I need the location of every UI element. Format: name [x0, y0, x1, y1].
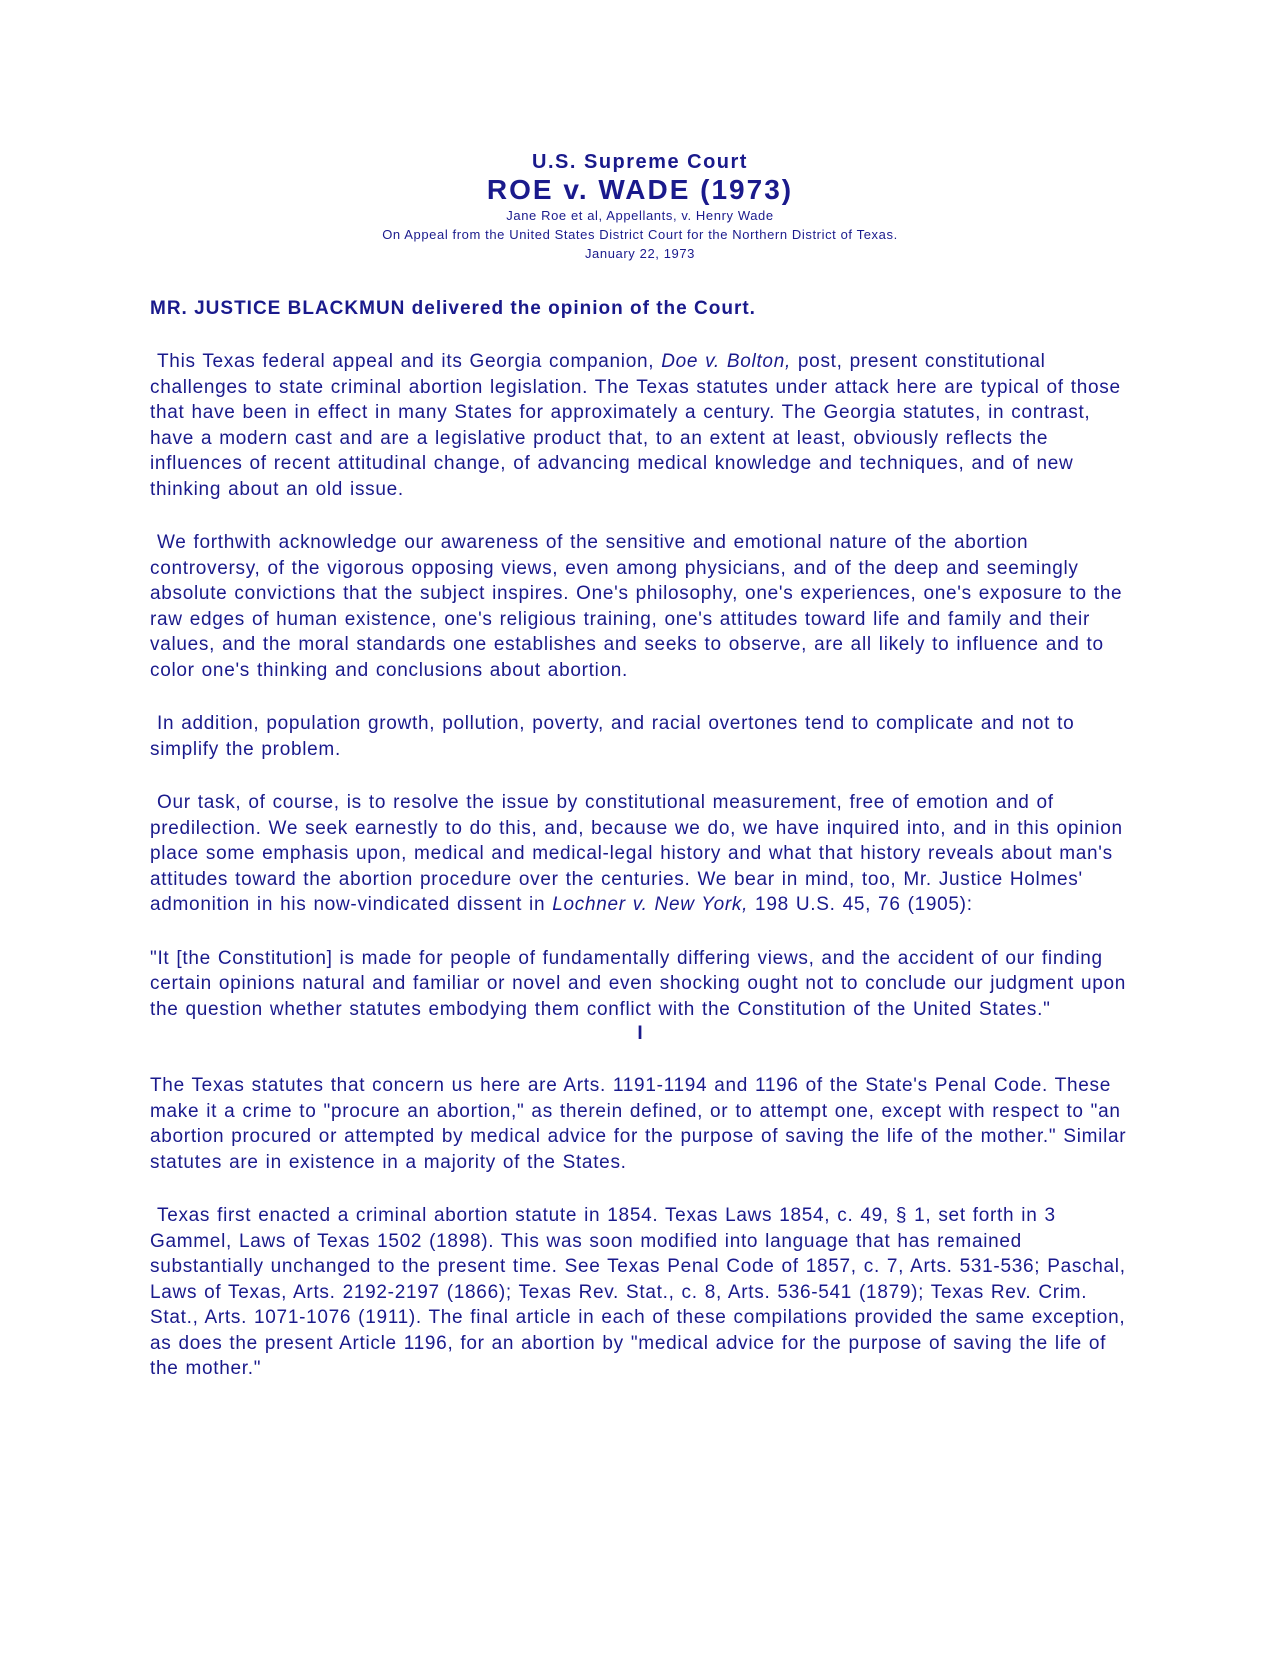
- paragraph-1: [150, 349, 1130, 502]
- paragraph-1-text-b: post, present constitutional challenges to state criminal abortion legislation. The Texas statutes under attack here are typical of those that have been in effect in many States for approximately a century. The Georgia statutes, in contrast, have a modern cast and are a legislative product that, to an extent at least, obviously reflects the influences of recent attitudinal change, of advancing medical knowledge and techniques, and of new thinking about an old issue.: [150, 351, 1121, 500]
- holmes-quote: "It [the Constitution] is made for people of fundamentally differing views, and the accident of our finding certain opinions natural and familiar or novel and even shocking ought not to conclude our judgment upon the question whether statutes embodying them conflict with the Constitution of the United States.": [150, 947, 1127, 1020]
- case-header: [0, 150, 1280, 263]
- court-name: U.S. Supreme Court: [532, 151, 748, 173]
- paragraph-5: The Texas statutes that concern us here are Arts. 1191-1194 and 1196 of the State's Penal Code. These make it a crime to "procure an abortion," as therein defined, or to attempt one, except with respect to "an abortion procured or attempted by medical advice for the purpose of saving the life of the mother." Similar statutes are in existence in a majority of the States.: [150, 1075, 1127, 1173]
- case-citation-lochner: Lochner v. New York,: [552, 894, 749, 915]
- paragraph-3: In addition, population growth, pollution, poverty, and racial overtones tend to complicate and not to simplify the problem.: [150, 713, 1075, 760]
- paragraph-2: We forthwith acknowledge our awareness of the sensitive and emotional nature of the abortion controversy, of the vigorous opposing views, even among physicians, and of the deep and seemingly absolute convictions that the subject inspires. One's philosophy, one's experiences, one's exposure to the raw edges of human existence, one's religious training, one's attitudes toward life and family and their values, and the moral standards one establishes and seeks to observe, are all likely to influence and to color one's thinking and conclusions about abortion.: [150, 532, 1123, 681]
- paragraph-4: [150, 790, 1130, 918]
- case-date: January 22, 1973: [584, 246, 696, 261]
- case-parties: Jane Roe et al, Appellants, v. Henry Wade: [506, 208, 774, 223]
- case-title: ROE v. WADE (1973): [486, 174, 794, 205]
- case-citation-doe-v-bolton: Doe v. Bolton,: [661, 351, 791, 372]
- paragraph-4-text-b: 198 U.S. 45, 76 (1905):: [748, 894, 973, 915]
- part-heading: I: [637, 1023, 643, 1044]
- case-appeal: On Appeal from the United States District Court for the Northern District of Texas.: [382, 227, 898, 242]
- paragraph-1-text-a: This Texas federal appeal and its Georgia companion,: [157, 351, 662, 372]
- paragraph-4-text-a: Our task, of course, is to resolve the issue by constitutional measurement, free of emotion and of predilection. We seek earnestly to do this, and, because we do, we have inquired into, and in this opinion place some emphasis upon, medical and medical-legal history and what that history reveals about man's attitudes toward the abortion procedure over the centuries. We bear in mind, too, Mr. Justice Holmes' admonition in his now-vindicated dissent in: [150, 792, 1123, 915]
- opinion-page: [150, 150, 1130, 1382]
- delivered-by: MR. JUSTICE BLACKMUN delivered the opinion of the Court.: [150, 298, 756, 319]
- paragraph-6: Texas first enacted a criminal abortion statute in 1854. Texas Laws 1854, c. 49, § 1, set forth in 3 Gammel, Laws of Texas 1502 (1898). This was soon modified into language that has remained substantially unchanged to the present time. See Texas Penal Code of 1857, c. 7, Arts. 531-536; Paschal, Laws of Texas, Arts. 2192-2197 (1866); Texas Rev. Stat., c. 8, Arts. 536-541 (1879); Texas Rev. Crim. Stat., Arts. 1071-1076 (1911). The final article in each of these compilations provided the same exception, as does the present Article 1196, for an abortion by "medical advice for the purpose of saving the life of the mother.": [150, 1205, 1126, 1379]
